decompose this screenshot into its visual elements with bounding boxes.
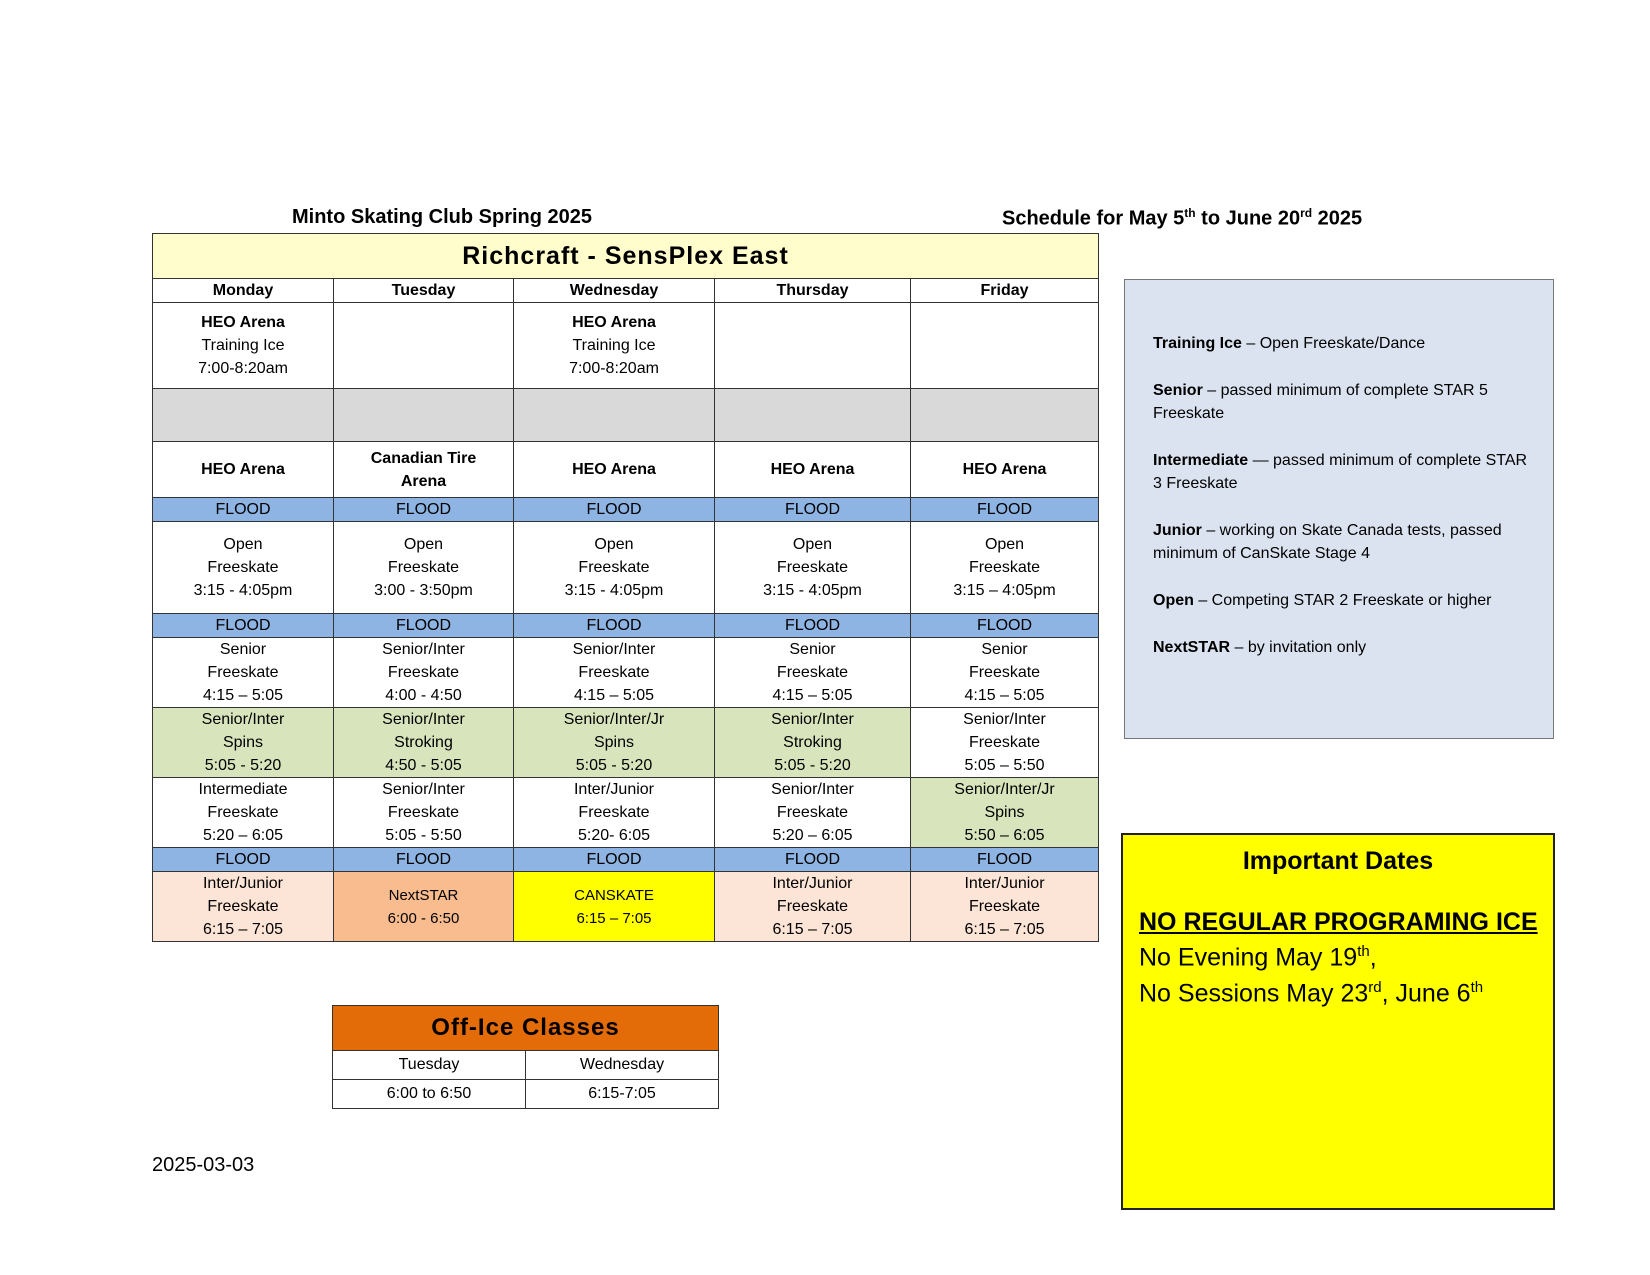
session-line: Senior/Inter <box>771 711 854 728</box>
open-freeskate-monday <box>153 522 334 614</box>
session-time: 5:20- 6:05 <box>577 827 651 844</box>
session-d-monday <box>153 872 334 942</box>
session-line: Freeskate <box>387 664 460 681</box>
legend-item <box>1153 519 1533 565</box>
session-line: Senior/Inter <box>963 711 1046 728</box>
flood-cell: FLOOD <box>911 614 1099 638</box>
session-line: Freeskate <box>207 804 279 821</box>
flood-cell: FLOOD <box>334 498 514 522</box>
session-a-tuesday <box>334 638 514 708</box>
session-time: 4:15 – 5:05 <box>573 687 655 704</box>
session-a-friday <box>911 638 1099 708</box>
session-time: 5:20 – 6:05 <box>772 827 853 844</box>
session-line: NextSTAR <box>388 886 459 904</box>
gap-row <box>153 389 1099 442</box>
open-freeskate-row <box>153 522 1099 614</box>
open-freeskate-wednesday <box>514 522 715 614</box>
session-time: 4:50 - 5:05 <box>385 757 462 774</box>
important-dates-title: Important Dates <box>1242 847 1434 875</box>
legend-desc: – Competing STAR 2 Freeskate or higher <box>1193 592 1492 609</box>
schedule-suffix: 2025 <box>1312 207 1363 230</box>
schedule-mid: to June 20 <box>1195 207 1301 230</box>
session-line: Freeskate <box>968 664 1041 681</box>
session-line: Freeskate <box>578 664 650 681</box>
session-a-wednesday <box>514 638 715 708</box>
session-line: Freeskate <box>207 664 279 681</box>
legend-desc: – passed minimum of complete STAR 5 Freeskate <box>1153 382 1488 422</box>
legend-item <box>1153 636 1533 659</box>
session-row-a <box>153 638 1099 708</box>
no-evening-text: No Evening May 19 <box>1139 943 1358 972</box>
document-date: 2025-03-03 <box>152 1154 255 1176</box>
open-label: Open <box>792 536 833 553</box>
session-line: Freeskate <box>968 898 1041 915</box>
session-time: 4:15 – 5:05 <box>202 687 284 704</box>
morning-row <box>153 303 1099 389</box>
session-time: 4:15 – 5:05 <box>964 687 1045 704</box>
session-time: 6:15 – 7:05 <box>202 921 284 938</box>
freeskate-label: Freeskate <box>207 559 279 576</box>
session-time: 5:05 - 5:50 <box>385 827 462 844</box>
session-line: CANSKATE <box>574 886 654 904</box>
legend-term: Open <box>1153 592 1194 609</box>
arena-tuesday-line2: Arena <box>400 472 447 490</box>
day-tuesday: Tuesday <box>334 279 514 303</box>
session-line: Freeskate <box>776 898 849 915</box>
session-line: Freeskate <box>207 898 279 915</box>
important-dates-box <box>1121 833 1555 1210</box>
off-ice-title-row <box>333 1006 719 1051</box>
session-line: Stroking <box>394 734 453 751</box>
session-c-monday <box>153 778 334 848</box>
open-time: 3:15 - 4:05pm <box>564 582 664 599</box>
session-line: Senior/Inter <box>382 781 465 798</box>
open-freeskate-thursday <box>715 522 911 614</box>
gap-cell <box>153 389 334 442</box>
day-thursday: Thursday <box>715 279 911 303</box>
off-ice-times-row <box>333 1080 719 1109</box>
session-c-tuesday <box>334 778 514 848</box>
session-c-thursday <box>715 778 911 848</box>
gap-cell <box>715 389 911 442</box>
session-time: 5:20 – 6:05 <box>202 827 284 844</box>
no-sessions-sup-1: rd <box>1368 979 1382 996</box>
open-label: Open <box>594 536 634 553</box>
arena-friday: HEO Arena <box>911 442 1099 498</box>
morning-wednesday-cell <box>514 303 715 389</box>
session-b-friday <box>911 708 1099 778</box>
session-line: Senior/Inter/Jr <box>954 781 1055 798</box>
morning-wednesday-time: 7:00-8:20am <box>569 360 659 377</box>
open-freeskate-tuesday <box>334 522 514 614</box>
morning-monday-arena: HEO Arena <box>201 314 285 331</box>
day-wednesday: Wednesday <box>514 279 715 303</box>
session-line: Senior <box>789 641 836 658</box>
session-line: Senior/Inter/Jr <box>563 711 665 728</box>
session-time: 5:05 - 5:20 <box>774 757 851 774</box>
morning-friday-cell <box>911 303 1099 389</box>
session-time: 6:15 – 7:05 <box>576 909 652 927</box>
off-ice-days-row <box>333 1051 719 1080</box>
open-time: 3:15 – 4:05pm <box>953 582 1056 599</box>
session-time: 6:15 – 7:05 <box>964 921 1045 938</box>
arena-tuesday-line1: Canadian Tire <box>370 449 477 467</box>
morning-monday-session: Training Ice <box>201 337 285 354</box>
schedule-prefix: Schedule for May 5 <box>1002 207 1185 230</box>
session-line: Freeskate <box>968 734 1041 751</box>
freeskate-label: Freeskate <box>578 559 650 576</box>
off-ice-day-wednesday: Wednesday <box>526 1051 719 1080</box>
morning-monday-time: 7:00-8:20am <box>198 360 288 377</box>
session-d-tuesday <box>334 872 514 942</box>
arena-tuesday <box>334 442 514 498</box>
day-header-row <box>153 279 1099 303</box>
flood-cell: FLOOD <box>911 848 1099 872</box>
off-ice-time-wednesday: 6:15-7:05 <box>526 1080 719 1109</box>
gap-cell <box>514 389 715 442</box>
session-a-thursday <box>715 638 911 708</box>
flood-cell: FLOOD <box>153 614 334 638</box>
session-line: Freeskate <box>776 664 849 681</box>
session-line: Stroking <box>783 734 842 751</box>
legend-item <box>1153 589 1533 612</box>
session-c-friday <box>911 778 1099 848</box>
legend-term: NextSTAR <box>1153 639 1231 656</box>
flood-cell: FLOOD <box>715 498 911 522</box>
legend-item <box>1153 449 1533 495</box>
morning-wednesday-arena: HEO Arena <box>572 314 656 331</box>
off-ice-day-tuesday: Tuesday <box>333 1051 526 1080</box>
freeskate-label: Freeskate <box>968 559 1041 576</box>
no-sessions-line <box>1139 979 1483 1008</box>
schedule-sup-2: rd <box>1300 206 1313 220</box>
session-line: Spins <box>593 734 635 751</box>
flood-cell: FLOOD <box>334 848 514 872</box>
morning-monday-cell <box>153 303 334 389</box>
session-line: Senior <box>219 641 267 658</box>
session-time: 4:15 – 5:05 <box>772 687 853 704</box>
legend-desc: – Open Freeskate/Dance <box>1241 335 1426 352</box>
legend-term: Junior <box>1153 522 1202 539</box>
open-time: 3:15 - 4:05pm <box>193 582 293 599</box>
session-row-b <box>153 708 1099 778</box>
open-freeskate-friday <box>911 522 1099 614</box>
morning-thursday-cell <box>715 303 911 389</box>
no-sessions-text: No Sessions May 23 <box>1139 979 1369 1008</box>
legend-item <box>1153 379 1533 425</box>
no-evening-line <box>1139 943 1377 972</box>
flood-cell: FLOOD <box>334 614 514 638</box>
session-a-monday <box>153 638 334 708</box>
session-line: Inter/Junior <box>772 875 853 892</box>
session-line: Senior/Inter <box>201 711 285 728</box>
venue-title: Richcraft - SensPlex East <box>153 234 1099 279</box>
session-time: 5:05 – 5:50 <box>964 757 1045 774</box>
open-label: Open <box>984 536 1025 553</box>
open-label: Open <box>223 536 263 553</box>
morning-tuesday-cell <box>334 303 514 389</box>
legend-term: Intermediate <box>1153 452 1249 469</box>
freeskate-label: Freeskate <box>776 559 849 576</box>
session-time: 5:05 - 5:20 <box>204 757 282 774</box>
flood-cell: FLOOD <box>514 614 715 638</box>
morning-wednesday-session: Training Ice <box>572 337 656 354</box>
flood-cell: FLOOD <box>153 498 334 522</box>
venue-row <box>153 234 1099 279</box>
arena-row <box>153 442 1099 498</box>
gap-cell <box>911 389 1099 442</box>
session-d-friday <box>911 872 1099 942</box>
schedule-date-range <box>1002 206 1362 231</box>
session-time: 6:00 - 6:50 <box>387 909 460 927</box>
session-line: Senior <box>981 641 1028 658</box>
off-ice-title: Off-Ice Classes <box>333 1006 719 1051</box>
level-legend <box>1124 279 1554 739</box>
legend-term: Senior <box>1153 382 1203 399</box>
day-monday: Monday <box>153 279 334 303</box>
flood-cell: FLOOD <box>715 614 911 638</box>
session-b-tuesday <box>334 708 514 778</box>
arena-wednesday: HEO Arena <box>514 442 715 498</box>
legend-desc: – by invitation only <box>1230 639 1367 656</box>
no-sessions-june: , June 6 <box>1381 979 1471 1008</box>
gap-cell <box>334 389 514 442</box>
session-c-wednesday <box>514 778 715 848</box>
arena-monday: HEO Arena <box>153 442 334 498</box>
session-time: 5:05 - 5:20 <box>575 757 653 774</box>
session-time: 6:15 – 7:05 <box>772 921 853 938</box>
no-programming-heading: NO REGULAR PROGRAMING ICE <box>1139 908 1538 936</box>
session-time: 4:00 - 4:50 <box>385 687 462 704</box>
session-row-d <box>153 872 1099 942</box>
session-line: Senior/Inter <box>771 781 854 798</box>
schedule-table <box>152 233 1099 942</box>
session-line: Spins <box>222 734 264 751</box>
session-line: Inter/Junior <box>202 875 284 892</box>
session-b-wednesday <box>514 708 715 778</box>
flood-row <box>153 498 1099 522</box>
open-label: Open <box>403 536 444 553</box>
legend-desc: — passed minimum of complete STAR 3 Freeskate <box>1153 452 1528 492</box>
open-time: 3:15 - 4:05pm <box>763 582 862 599</box>
flood-cell: FLOOD <box>715 848 911 872</box>
legend-item <box>1153 332 1533 355</box>
freeskate-label: Freeskate <box>387 559 460 576</box>
no-sessions-sup-2: th <box>1470 979 1484 996</box>
legend-desc: – working on Skate Canada tests, passed minimum of CanSkate Stage 4 <box>1153 522 1502 562</box>
session-d-wednesday <box>514 872 715 942</box>
off-ice-time-tuesday: 6:00 to 6:50 <box>333 1080 526 1109</box>
session-b-monday <box>153 708 334 778</box>
session-d-thursday <box>715 872 911 942</box>
club-title: Minto Skating Club Spring 2025 <box>292 206 593 228</box>
flood-cell: FLOOD <box>911 498 1099 522</box>
schedule-sup-1: th <box>1184 206 1196 220</box>
flood-row <box>153 614 1099 638</box>
session-line: Inter/Junior <box>964 875 1045 892</box>
off-ice-table <box>332 1005 719 1109</box>
session-line: Freeskate <box>776 804 849 821</box>
session-line: Senior/Inter <box>382 711 465 728</box>
session-line: Intermediate <box>198 781 288 798</box>
session-row-c <box>153 778 1099 848</box>
open-time: 3:00 - 3:50pm <box>374 582 473 599</box>
session-line: Inter/Junior <box>573 781 655 798</box>
flood-row <box>153 848 1099 872</box>
session-b-thursday <box>715 708 911 778</box>
session-line: Senior/Inter <box>572 641 656 658</box>
session-line: Freeskate <box>387 804 460 821</box>
session-line: Senior/Inter <box>382 641 465 658</box>
no-evening-comma: , <box>1369 943 1377 972</box>
no-evening-sup: th <box>1357 943 1370 960</box>
flood-cell: FLOOD <box>514 848 715 872</box>
session-line: Freeskate <box>578 804 650 821</box>
flood-cell: FLOOD <box>514 498 715 522</box>
day-friday: Friday <box>911 279 1099 303</box>
session-time: 5:50 – 6:05 <box>964 827 1045 844</box>
legend-term: Training Ice <box>1153 335 1242 352</box>
arena-thursday: HEO Arena <box>715 442 911 498</box>
flood-cell: FLOOD <box>153 848 334 872</box>
session-line: Spins <box>984 804 1025 821</box>
